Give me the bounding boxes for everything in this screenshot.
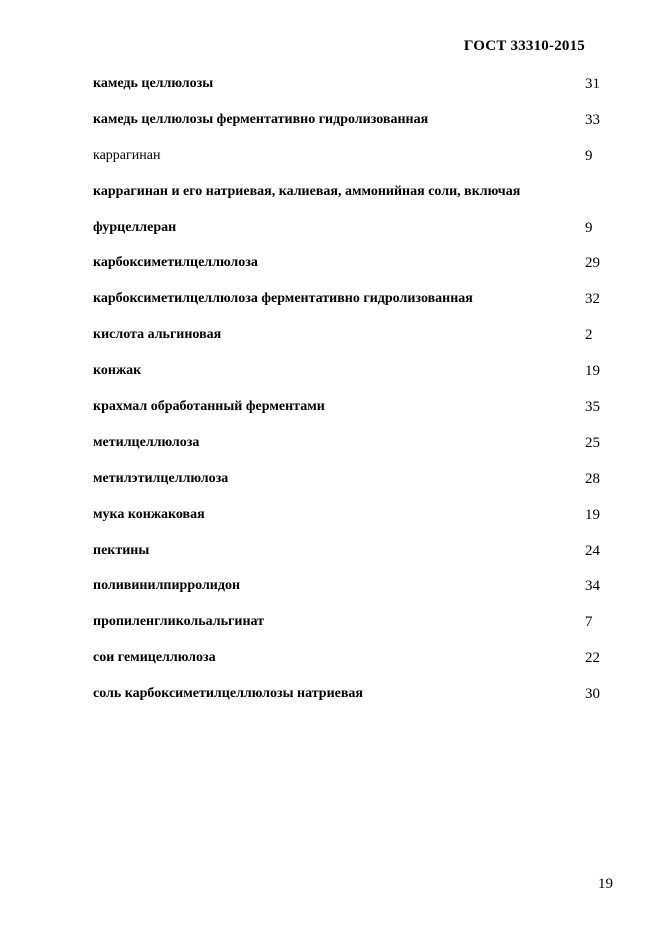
index-term: мука конжаковая [93,506,205,522]
index-term: карбоксиметилцеллюлоза ферментативно гидролизованная [93,291,473,307]
index-entry [93,108,613,144]
index-page-ref: 9 [585,219,593,236]
index-term: каррагинан [93,147,161,163]
index-entry [93,251,613,287]
index-entry [93,287,613,323]
index-term: каррагинан и его натриевая, калиевая, аммонийная соли, включая фурцеллеран [93,183,521,235]
index-term: метилэтилцеллюлоза [93,470,229,486]
index-term: кислота альгиновая [93,327,222,343]
index-entry [93,539,613,575]
index-entry [93,503,613,539]
index-term: карбоксиметилцеллюлоза [93,255,258,271]
index-term: крахмал обработанный ферментами [93,399,325,415]
index-page-ref: 33 [585,111,600,128]
index-page-ref: 7 [585,614,593,631]
index-page-ref: 29 [585,255,600,272]
index-entry [93,574,613,610]
index-entry [93,359,613,395]
index-term: камедь целлюлозы [93,76,214,91]
index-entry [93,72,613,108]
index-entry [93,682,613,718]
index-term: поливинилпирролидон [93,578,241,594]
index-list [93,72,613,718]
index-term: метилцеллюлоза [93,434,200,450]
index-page-ref: 25 [585,434,600,451]
index-page-ref: 28 [585,470,600,487]
index-entry [93,431,613,467]
index-term: соль карбоксиметилцеллюлозы натриевая [93,686,363,702]
index-term: пропиленгликольальгинат [93,614,265,630]
index-page-ref: 19 [585,363,600,380]
index-page-ref: 2 [585,327,593,344]
page-number: 19 [598,876,613,892]
index-entry [93,323,613,359]
index-term: сои гемицеллюлоза [93,650,216,666]
index-page-ref: 24 [585,542,600,559]
index-page-ref: 22 [585,650,600,667]
index-page-ref: 19 [585,506,600,523]
index-entry [93,180,613,252]
index-entry [93,610,613,646]
document-header: ГОСТ 33310-2015 [463,38,585,54]
index-page-ref: 9 [585,147,593,164]
index-entry [93,646,613,682]
index-page-ref: 34 [585,578,600,595]
index-term: конжак [93,363,142,379]
index-term: пектины [93,542,150,558]
index-page-ref: 32 [585,291,600,308]
index-term: камедь целлюлозы ферментативно гидролизованная [93,111,429,127]
index-page-ref: 30 [585,686,600,703]
index-entry [93,395,613,431]
index-page-ref: 31 [585,76,600,92]
index-entry [93,467,613,503]
index-page-ref: 35 [585,399,600,416]
